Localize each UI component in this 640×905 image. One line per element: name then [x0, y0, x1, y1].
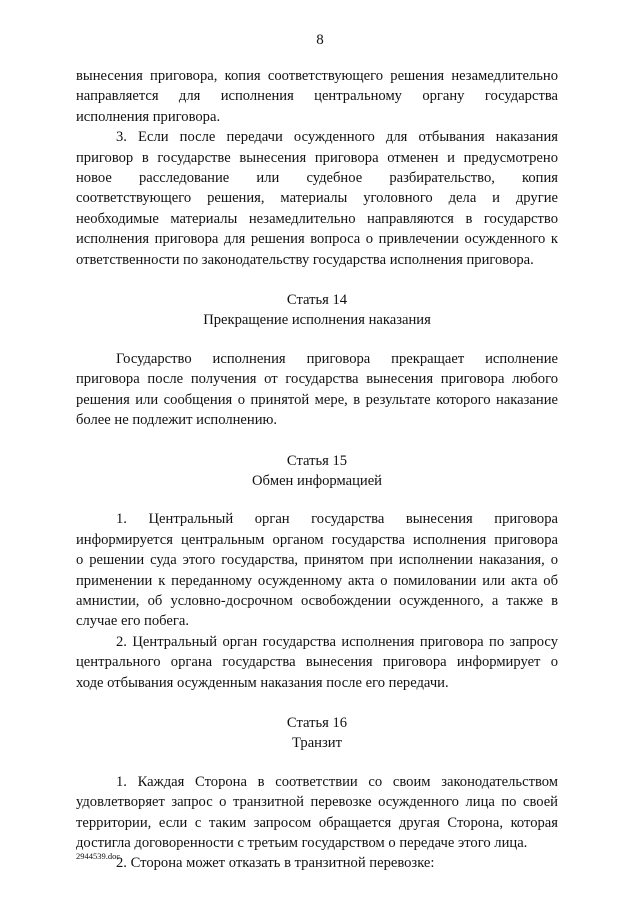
- article-number: Статья 15: [286, 452, 348, 469]
- text-line: удовлетворяет запрос о транзитной перевозке осужденного лица по своей: [76, 794, 558, 811]
- text-line: территории, если с таким запросом обращается другая Сторона, которая: [76, 814, 558, 831]
- text-line: о решении суда этого государства, принятом при исполнении наказания, о: [76, 552, 558, 569]
- article-title: Прекращение исполнения наказания: [203, 312, 431, 329]
- text-line: вынесения приговора, копия соответствующего решения незамедлительно: [76, 68, 558, 84]
- text-line: амнистии, об условно-досрочном освобождении осужденного, а также в: [76, 592, 558, 609]
- paragraph: [76, 509, 558, 631]
- file-name-footer: 2944539.doc: [76, 851, 121, 861]
- text-line: ходе отбывания осужденным наказания после его передачи.: [76, 674, 449, 691]
- text-line: 3. Если после передачи осужденного для отбывания наказания: [116, 129, 558, 146]
- text-line: случае его побега.: [76, 613, 189, 630]
- text-line: 1. Центральный орган государства вынесения приговора: [116, 511, 558, 528]
- article-title: Транзит: [292, 735, 342, 752]
- text-line: новое расследование или судебное разбирательство, копия: [76, 170, 558, 187]
- paragraph: [76, 127, 558, 270]
- text-line: достигла договоренности с третьим государством о передаче этого лица.: [76, 835, 528, 851]
- text-line: 2. Центральный орган государства исполнения приговора по запросу: [116, 633, 558, 650]
- page-number: 8: [316, 32, 324, 48]
- text-line: исполнения приговора для решения вопроса о привлечении осужденного к: [76, 231, 558, 248]
- text-line: необходимые материалы незамедлительно направляются в государство: [76, 210, 558, 227]
- paragraph: [76, 853, 558, 873]
- article-title: Обмен информацией: [252, 472, 382, 489]
- text-line: решения или сообщения о принятой мере, в результате которого наказание: [76, 391, 558, 408]
- text-line: приговора после получения от государства вынесения приговора любого: [76, 371, 558, 388]
- text-line: Государство исполнения приговора прекращает исполнение: [116, 350, 558, 367]
- paragraph: [76, 349, 558, 431]
- text-line: информируется центральным органом государства исполнения приговора: [76, 531, 558, 548]
- text-line: ответственности по законодательству государства исполнения приговора.: [76, 251, 534, 268]
- paragraph: [76, 772, 558, 854]
- paragraph: [76, 66, 558, 127]
- text-line: 2. Сторона может отказать в транзитной перевозке:: [116, 855, 435, 872]
- text-line: направляется для исполнения центральному органу государства: [76, 88, 558, 105]
- text-line: центрального органа государства вынесения приговора информирует о: [76, 654, 558, 671]
- text-line: исполнения приговора.: [76, 108, 221, 125]
- text-line: соответствующего решения, материалы уголовного дела и другие: [76, 190, 558, 207]
- document-body: [76, 66, 558, 874]
- text-line: 1. Каждая Сторона в соответствии со своим законодательством: [116, 773, 558, 790]
- paragraph: [76, 632, 558, 693]
- article-number: Статья 16: [286, 714, 348, 731]
- text-line: более не подлежит исполнению.: [76, 412, 278, 429]
- article-number: Статья 14: [286, 292, 348, 309]
- text-line: приговор в государстве вынесения приговора отменен и предусмотрено: [76, 149, 558, 166]
- text-line: применении к переданному осужденному акта о помиловании или акта об: [76, 572, 558, 589]
